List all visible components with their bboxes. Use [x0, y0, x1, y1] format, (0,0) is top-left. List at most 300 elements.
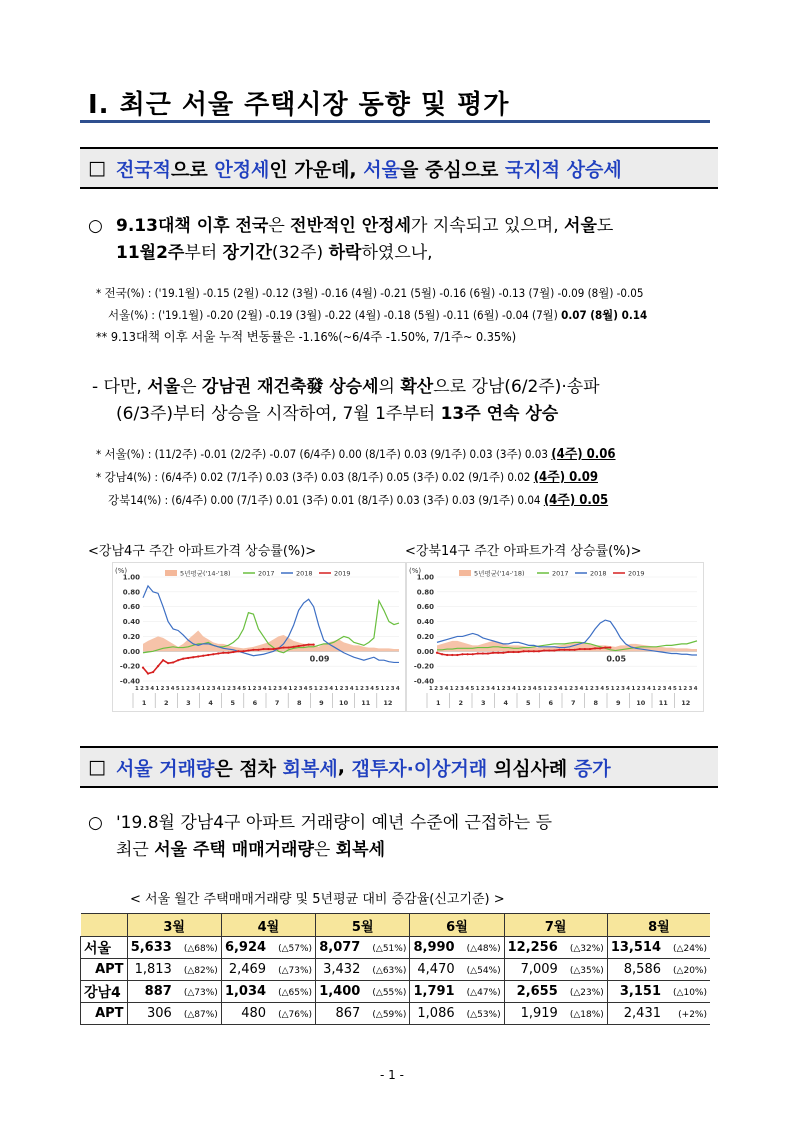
- value-annotation: 0.09: [309, 654, 330, 664]
- bullet: ○: [88, 813, 103, 833]
- section-2-header: □ 서울 거래량 은 점차 회복세 , 갭투자·이상거래 의심사례 증가: [80, 746, 718, 788]
- cell-value: 1,400: [319, 984, 361, 999]
- x-tick-label: 4: [237, 686, 242, 692]
- month-label: 3: [480, 699, 486, 707]
- x-tick-label: 3: [439, 686, 444, 692]
- x-tick-label: 1: [517, 686, 522, 692]
- x-tick-label: 5: [605, 686, 610, 692]
- cell-change: (△23%): [569, 988, 604, 998]
- table-cell: [607, 959, 710, 981]
- x-tick-label: 3: [145, 686, 149, 692]
- x-tick-label: 2: [589, 686, 594, 692]
- table-cell: [221, 981, 315, 1003]
- chart-caption-gangnam: <강남4구 주간 아파트가격 상승률(%)>: [88, 544, 317, 559]
- month-label: 2: [163, 699, 169, 707]
- x-tick-label: 4: [303, 686, 308, 692]
- header-cell: 7월: [504, 914, 607, 937]
- x-tick-label: 2: [293, 686, 298, 692]
- x-tick-label: 2: [186, 686, 190, 692]
- cell-value: 1,919: [520, 1006, 558, 1021]
- cell-value: 2,431: [623, 1006, 661, 1021]
- x-tick-label: 2: [360, 686, 364, 692]
- series-point-2019: [172, 661, 174, 663]
- month-label: 8: [593, 699, 599, 707]
- cell-value: 8,990: [413, 940, 455, 955]
- x-tick-label: 2: [434, 686, 438, 692]
- paragraph-3: ○ '19.8월 강남4구 아파트 거래량이 예년 수준에 근접하는 등 최근 서울 주택 매매거래량은 회복세: [88, 810, 718, 864]
- series-point-2019: [277, 647, 279, 649]
- month-label: 10: [339, 699, 349, 707]
- x-tick-label: 3: [486, 686, 490, 692]
- header-blank: [81, 914, 128, 937]
- cell-change: (△65%): [278, 988, 313, 998]
- series-point-2019: [599, 647, 601, 649]
- y-tick-label: 0.40: [122, 618, 140, 627]
- x-tick-label: 5: [242, 686, 247, 692]
- table-caption: < 서울 월간 주택매매거래량 및 5년평균 대비 증감율(신고기준) >: [130, 892, 505, 907]
- series-point-2019: [563, 649, 565, 651]
- x-tick-label: 4: [465, 686, 470, 692]
- x-tick-label: 4: [491, 686, 496, 692]
- x-tick-label: 1: [543, 686, 547, 692]
- header-cell: 3월: [127, 914, 221, 937]
- page-title: Ⅰ. 최근 서울 주택시장 동향 및 평가: [88, 90, 510, 120]
- cell-value: 6,924: [224, 940, 267, 955]
- series-point-2019: [553, 649, 555, 651]
- y-tick-label: 0.40: [416, 618, 434, 627]
- series-point-2019: [217, 652, 219, 654]
- series-point-2019: [142, 667, 144, 669]
- table-cell: [410, 959, 504, 981]
- y-tick-label: -0.40: [119, 677, 140, 686]
- x-tick-label: 1: [135, 686, 139, 692]
- paragraph-2: - 다만, 서울은 강남권 재건축發 상승세의 확산으로 강남(6/2주)·송파 (6/3주)부터 상승을 시작하여, 7월 1주부터 13주 연속 상승: [92, 377, 600, 424]
- x-tick-label: 4: [349, 686, 354, 692]
- x-tick-label: 4: [693, 686, 698, 692]
- y-tick-label: -0.20: [119, 662, 140, 671]
- y-tick-label: 1.00: [416, 573, 434, 582]
- series-point-2019: [594, 647, 596, 649]
- x-tick-label: 3: [527, 686, 532, 692]
- cell-change: (△73%): [278, 966, 313, 976]
- series-point-2019: [162, 659, 164, 661]
- y-tick-label: 0.60: [416, 603, 434, 612]
- month-label: 11: [361, 699, 371, 707]
- x-tick-label: 1: [268, 686, 272, 692]
- y-tick-label: 1.00: [122, 573, 140, 582]
- month-label: 6: [548, 699, 554, 707]
- x-tick-label: 4: [558, 686, 563, 692]
- series-point-2019: [472, 653, 474, 655]
- y-tick-label: -0.40: [413, 677, 434, 686]
- table-cell: [410, 1003, 504, 1025]
- x-tick-label: 2: [683, 686, 688, 692]
- x-tick-label: 3: [191, 686, 196, 692]
- x-tick-label: 4: [370, 686, 375, 692]
- month-label: 4: [208, 699, 213, 707]
- x-tick-label: 1: [201, 686, 206, 692]
- x-tick-label: 3: [460, 686, 464, 692]
- x-tick-label: 1: [288, 686, 293, 692]
- x-tick-label: 4: [150, 686, 155, 692]
- legend-label: 2017: [258, 569, 275, 578]
- x-tick-label: 2: [140, 686, 144, 692]
- table-cell: [410, 937, 504, 959]
- legend-swatch: [165, 570, 177, 576]
- cell-change: (△76%): [278, 1010, 313, 1020]
- y-axis-label: (%): [115, 567, 128, 575]
- x-tick-label: 3: [595, 686, 599, 692]
- x-tick-label: 1: [380, 686, 385, 692]
- series-point-2019: [456, 654, 458, 656]
- x-tick-label: 3: [232, 686, 236, 692]
- cell-change: (△47%): [466, 988, 501, 998]
- series-point-2019: [152, 671, 154, 673]
- month-label: 5: [230, 699, 236, 707]
- x-tick-label: 2: [501, 686, 506, 692]
- month-label: 12: [681, 699, 691, 707]
- series-point-2019: [507, 651, 509, 653]
- note-2: * 서울(%) : (11/2주) -0.01 (2/2주) -0.07 (6/4주) 0.00 (8/1주) 0.03 (9/1주) 0.03 (3주) 0.03 (4주) 0.06 * 강남4(%) : (6/4주) 0.02 (7/1주) 0.03 (3주) 0.03 (8/1주) 0.05 (3주) 0.02 (9/1주) 0.02 (4주) 0.09 강북14(%) : (6/4주) 0.00 (7/1주) 0.01 (3주) 0.01 (8/1주) 0.03 (3주) 0.03 (9/1주) 0.04 (4주) 0.05: [96, 447, 616, 508]
- x-tick-label: 4: [532, 686, 537, 692]
- x-tick-label: 4: [600, 686, 605, 692]
- cell-value: 306: [146, 1006, 172, 1021]
- cell-value: 867: [335, 1006, 361, 1021]
- x-tick-label: 1: [584, 686, 589, 692]
- x-tick-label: 5: [538, 686, 542, 692]
- x-tick-label: 4: [579, 686, 584, 692]
- series-point-2019: [451, 654, 453, 656]
- x-tick-label: 2: [339, 686, 344, 692]
- header-cell: 6월: [410, 914, 504, 937]
- x-tick-label: 2: [227, 686, 231, 692]
- cell-value: 2,469: [228, 962, 267, 977]
- series-point-2019: [292, 646, 294, 648]
- x-tick-label: 2: [273, 686, 277, 692]
- x-tick-label: 3: [344, 686, 349, 692]
- x-tick-label: 4: [395, 686, 400, 692]
- series-point-2019: [441, 653, 443, 655]
- table-cell: [221, 959, 315, 981]
- y-tick-label: -0.20: [413, 662, 434, 671]
- month-label: 9: [319, 699, 324, 707]
- x-tick-label: 1: [449, 686, 454, 692]
- y-tick-label: 0.00: [416, 647, 434, 656]
- table-cell: [410, 981, 504, 1003]
- series-point-2019: [548, 649, 550, 651]
- table-cell: [316, 959, 410, 981]
- cell-change: (△87%): [183, 1010, 218, 1020]
- x-tick-label: 1: [221, 686, 226, 692]
- x-tick-label: 3: [641, 686, 646, 692]
- x-tick-label: 1: [564, 686, 568, 692]
- series-point-2019: [466, 653, 468, 655]
- title-underline: [80, 120, 710, 123]
- table-row: [81, 1003, 711, 1025]
- x-tick-label: 3: [324, 686, 329, 692]
- series-point-2019: [237, 650, 239, 652]
- x-tick-label: 1: [631, 686, 636, 692]
- month-label: 12: [383, 699, 393, 707]
- series-point-2019: [477, 652, 479, 654]
- legend-label: 5년평균('14-'18): [474, 569, 525, 578]
- series-point-2019: [242, 650, 244, 652]
- table-cell: [504, 1003, 607, 1025]
- x-tick-label: 3: [390, 686, 395, 692]
- x-tick-label: 1: [652, 686, 657, 692]
- cell-value: 5,633: [130, 940, 172, 955]
- cell-value: 1,034: [224, 984, 267, 999]
- x-tick-label: 2: [615, 686, 620, 692]
- header-cell: 8월: [607, 914, 710, 937]
- x-tick-label: 3: [211, 686, 216, 692]
- chart-gangbuk: [406, 562, 704, 712]
- cell-value: 13,514: [610, 940, 661, 955]
- cell-change: (△48%): [466, 944, 501, 954]
- section-1-header: □ 전국적 으로 안정세 인 가운데, 서울 을 중심으로 국지적 상승세: [80, 147, 718, 189]
- series-point-2019: [461, 653, 463, 655]
- series-point-2019: [604, 646, 606, 648]
- series-point-2019: [147, 672, 149, 674]
- x-tick-label: 2: [569, 686, 573, 692]
- series-point-2019: [157, 665, 159, 667]
- series-point-2019: [568, 649, 570, 651]
- legend-label: 2018: [296, 569, 313, 578]
- y-tick-label: 0.80: [122, 588, 140, 597]
- series-point-2019: [182, 658, 184, 660]
- series-point-2019: [202, 655, 204, 657]
- series-point-2019: [222, 652, 224, 654]
- x-tick-label: 1: [678, 686, 682, 692]
- cell-change: (△57%): [278, 944, 313, 954]
- series-point-2019: [232, 651, 234, 653]
- cell-value: 12,256: [507, 940, 558, 955]
- x-tick-label: 3: [506, 686, 511, 692]
- cell-value: 1,813: [134, 962, 172, 977]
- month-label: 8: [296, 699, 302, 707]
- series-point-2019: [533, 650, 535, 652]
- series-point-2019: [528, 650, 530, 652]
- y-tick-label: 0.20: [416, 632, 434, 641]
- month-label: 6: [252, 699, 258, 707]
- x-tick-label: 4: [170, 686, 175, 692]
- table-cell: [221, 937, 315, 959]
- bullet: ○: [88, 216, 103, 236]
- table-cell: [607, 937, 710, 959]
- x-tick-label: 1: [314, 686, 318, 692]
- series-point-2019: [446, 654, 448, 656]
- month-label: 10: [636, 699, 646, 707]
- x-tick-label: 1: [155, 686, 160, 692]
- x-tick-label: 3: [621, 686, 625, 692]
- x-tick-label: 3: [365, 686, 369, 692]
- month-label: 1: [141, 699, 147, 707]
- x-tick-label: 5: [673, 686, 677, 692]
- x-tick-label: 4: [647, 686, 651, 692]
- legend-label: 2018: [590, 569, 607, 578]
- table-header-row: [81, 914, 711, 937]
- cell-value: 4,470: [417, 962, 455, 977]
- table-cell: [504, 937, 607, 959]
- x-tick-label: 1: [475, 686, 480, 692]
- cell-change: (△73%): [183, 988, 218, 998]
- series-point-2019: [502, 652, 504, 654]
- series-point-2019: [197, 655, 199, 657]
- series-point-2019: [262, 648, 264, 650]
- x-tick-label: 3: [662, 686, 667, 692]
- x-tick-label: 4: [667, 686, 672, 692]
- table-cell: [316, 981, 410, 1003]
- x-tick-label: 5: [375, 686, 380, 692]
- header-cell: 5월: [316, 914, 410, 937]
- x-tick-label: 2: [657, 686, 662, 692]
- table-cell: [316, 1003, 410, 1025]
- series-point-2019: [227, 652, 229, 654]
- x-tick-label: 1: [247, 686, 252, 692]
- table-cell: [221, 1003, 315, 1025]
- x-tick-label: 2: [522, 686, 527, 692]
- series-point-2019: [308, 644, 310, 646]
- row-label: 서울: [81, 937, 128, 959]
- series-point-2019: [492, 652, 494, 654]
- series-point-2019: [252, 649, 254, 651]
- series-point-2019: [436, 652, 438, 654]
- x-tick-label: 2: [454, 686, 459, 692]
- series-point-2019: [579, 648, 581, 650]
- x-tick-label: 1: [610, 686, 615, 692]
- month-label: 9: [615, 699, 621, 707]
- x-tick-label: 2: [252, 686, 257, 692]
- cell-change: (△53%): [466, 1010, 501, 1020]
- cell-change: (△54%): [466, 966, 501, 976]
- table-cell: [127, 937, 221, 959]
- series-point-2019: [609, 646, 611, 648]
- table-cell: [607, 1003, 710, 1025]
- month-label: 2: [458, 699, 464, 707]
- x-tick-label: 2: [548, 686, 553, 692]
- cell-value: 3,432: [323, 962, 361, 977]
- month-label: 1: [435, 699, 441, 707]
- cell-change: (△68%): [183, 944, 218, 954]
- cell-change: (△20%): [673, 966, 707, 976]
- transactions-table: [80, 913, 710, 1025]
- series-point-2019: [287, 646, 289, 648]
- row-label: APT: [81, 959, 128, 981]
- series-point-2019: [303, 644, 305, 646]
- table-cell: [127, 981, 221, 1003]
- series-point-2019: [538, 650, 540, 652]
- series-point-2019: [313, 644, 315, 646]
- box-marker: □: [88, 756, 106, 778]
- cell-change: (△24%): [673, 944, 707, 954]
- x-tick-label: 1: [354, 686, 359, 692]
- series-point-2019: [517, 651, 519, 653]
- series-point-2019: [584, 648, 586, 650]
- x-tick-label: 3: [278, 686, 282, 692]
- table-cell: [607, 981, 710, 1003]
- x-tick-label: 4: [444, 686, 449, 692]
- x-tick-label: 3: [688, 686, 693, 692]
- header-cell: 4월: [221, 914, 315, 937]
- box-marker: □: [88, 157, 106, 179]
- month-label: 7: [570, 699, 576, 707]
- x-tick-label: 4: [283, 686, 288, 692]
- series-point-2019: [212, 653, 214, 655]
- series-point-2019: [543, 649, 545, 651]
- cell-change: (+2%): [678, 1010, 707, 1020]
- legend-label: 5년평균('14-'18): [180, 569, 231, 578]
- cell-change: (△32%): [569, 944, 604, 954]
- x-tick-label: 1: [334, 686, 339, 692]
- table-row: [81, 937, 711, 959]
- month-label: 11: [658, 699, 668, 707]
- legend-label: 2019: [628, 569, 645, 578]
- cell-change: (△10%): [673, 988, 707, 998]
- cell-change: (△18%): [569, 1010, 604, 1020]
- table-cell: [504, 959, 607, 981]
- x-tick-label: 3: [257, 686, 262, 692]
- x-tick-label: 4: [196, 686, 201, 692]
- series-point-2019: [298, 645, 300, 647]
- series-point-2019: [167, 662, 169, 664]
- series-point-2019: [207, 654, 209, 656]
- cell-change: (△82%): [183, 966, 218, 976]
- x-tick-label: 2: [160, 686, 165, 692]
- cell-value: 1,086: [417, 1006, 455, 1021]
- x-tick-label: 2: [636, 686, 641, 692]
- series-point-2019: [558, 649, 560, 651]
- cell-value: 8,077: [319, 940, 361, 955]
- series-point-2019: [523, 650, 525, 652]
- series-point-2019: [282, 646, 284, 648]
- month-label: 5: [525, 699, 531, 707]
- month-label: 3: [186, 699, 191, 707]
- y-tick-label: 0.80: [416, 588, 434, 597]
- series-point-2019: [187, 657, 189, 659]
- cell-value: 2,655: [516, 984, 558, 999]
- table-cell: [504, 981, 607, 1003]
- series-point-2019: [177, 659, 179, 661]
- x-tick-label: 5: [470, 686, 475, 692]
- cell-change: (△51%): [372, 944, 407, 954]
- cell-value: 480: [241, 1006, 267, 1021]
- series-point-2019: [192, 656, 194, 658]
- y-tick-label: 0.00: [122, 647, 140, 656]
- series-point-2019: [482, 652, 484, 654]
- x-tick-label: 4: [216, 686, 221, 692]
- cell-change: (△63%): [372, 966, 407, 976]
- x-tick-label: 3: [165, 686, 170, 692]
- page-number: - 1 -: [380, 1068, 404, 1082]
- x-tick-label: 1: [181, 686, 185, 692]
- cell-change: (△59%): [372, 1010, 407, 1020]
- cell-value: 8,586: [623, 962, 661, 977]
- x-tick-label: 4: [512, 686, 516, 692]
- row-label: APT: [81, 1003, 128, 1025]
- series-point-2019: [589, 648, 591, 650]
- x-tick-label: 3: [574, 686, 579, 692]
- series-point-2019: [497, 652, 499, 654]
- series-point-2019: [257, 649, 259, 651]
- x-tick-label: 4: [626, 686, 631, 692]
- table-cell: [127, 959, 221, 981]
- note-1: * 전국(%) : ('19.1월) -0.15 (2월) -0.12 (3월) -0.16 (4월) -0.21 (5월) -0.16 (6월) -0.13 (7월) -0.09 (8월) -0.05 서울(%) : ('19.1월) -0.20 (2월) -0.19 (3월) -0.22 (4월) -0.18 (5월) -0.11 (6월) -0.04 (7월) 0.07 (8월) 0.14 ** 9.13대책 이후 서울 누적 변동률은 -1.16%(~6/4주 -1.50%, 7/1주~ 0.35%): [96, 286, 648, 344]
- series-point-2019: [247, 649, 249, 651]
- x-tick-label: 2: [319, 686, 323, 692]
- row-label: 강남4: [81, 981, 128, 1003]
- legend-label: 2019: [334, 569, 351, 578]
- paragraph-1: ○ 9.13대책 이후 전국은 전반적인 안정세가 지속되고 있으며, 서울도 11월2주부터 장기간(32주) 하락하였으나,: [88, 213, 718, 267]
